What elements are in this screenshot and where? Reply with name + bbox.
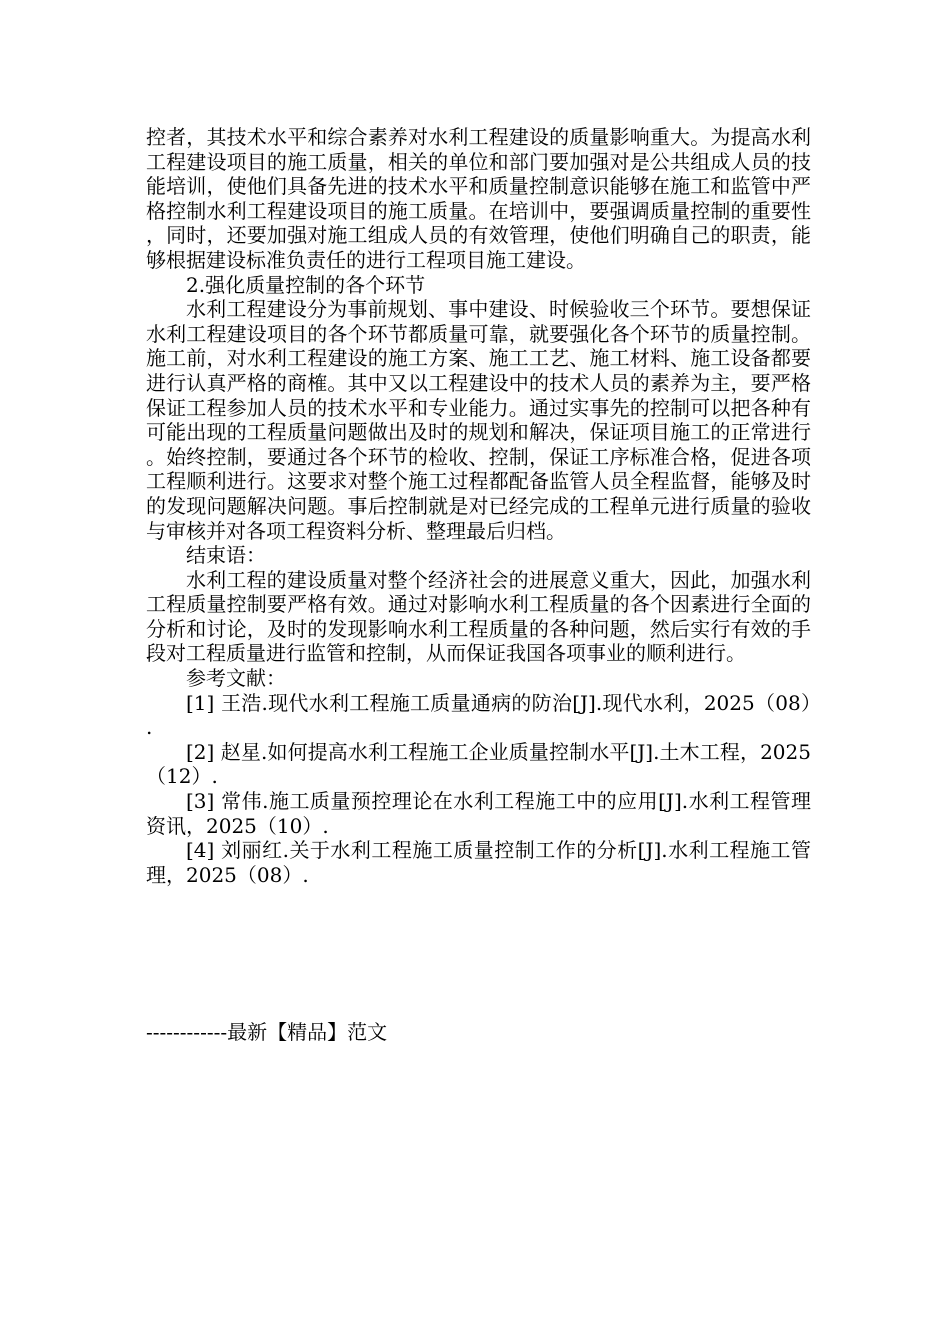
paragraph-quality-stages: 水利工程建设分为事前规划、事中建设、时候验收三个环节。要想保证水利工程建设项目的各个环节都质量可靠，就要强化各个环节的质量控制。施工前，对水利工程建设的施工方案、施工工艺、施工材料、施工设备都要进行认真严格的商榷。其中又以工程建设中的技术人员的素养为主，要严格保证工程参加人员的技术水平和专业能力。通过实事先的控制可以把各种有可能出现的工程质量问题做出及时的规划和解决，保证项目施工的正常进行。始终控制，要通过各个环节的检收、控制，保证工序标准合格，促进各项工程顺利进行。这要求对整个施工过程都配备监管人员全程监督，能够及时的发现问题解决问题。事后控制就是对已经完成的工程单元进行质量的验收与审核并对各项工程资料分析、整理最后归档。	[146, 297, 811, 543]
paragraph-conclusion: 水利工程的建设质量对整个经济社会的进展意义重大，因此，加强水利工程质量控制要严格有效。通过对影响水利工程质量的各个因素进行全面的分析和讨论，及时的发现影响水利工程质量的各种问题，然后实行有效的手段对工程质量进行监管和控制，从而保证我国各项事业的顺利进行。	[146, 567, 811, 666]
reference-item-4: [4] 刘丽红.关于水利工程施工质量控制工作的分析[J].水利工程施工管理，2025（08）.	[146, 838, 811, 887]
footer-text: ------------最新【精品】范文	[146, 1020, 388, 1044]
references-heading: 参考文献：	[186, 666, 286, 691]
reference-item-3: [3] 常伟.施工质量预控理论在水利工程施工中的应用[J].水利工程管理资讯，2025（10）.	[146, 789, 811, 838]
paragraph-training: 控者，其技术水平和综合素养对水利工程建设的质量影响重大。为提高水利工程建设项目的施工质量，相关的单位和部门要加强对是公共组成人员的技能培训，使他们具备先进的技术水平和质量控制意识能够在施工和监管中严格控制水利工程建设项目的施工质量。在培训中，要强调质量控制的重要性，同时，还要加强对施工组成人员的有效管理，使他们明确自己的职责，能够根据建设标准负责任的进行工程项目施工建设。	[146, 125, 811, 272]
reference-item-2: [2] 赵星.如何提高水利工程施工企业质量控制水平[J].土木工程，2025（12）.	[146, 739, 811, 789]
section-heading-quality-control: 2.强化质量控制的各个环节	[186, 272, 426, 297]
reference-item-1: [1] 王浩.现代水利工程施工质量通病的防治[J].现代水利，2025（08）.	[146, 690, 811, 740]
document-body	[146, 125, 811, 887]
conclusion-heading: 结束语：	[186, 543, 266, 568]
